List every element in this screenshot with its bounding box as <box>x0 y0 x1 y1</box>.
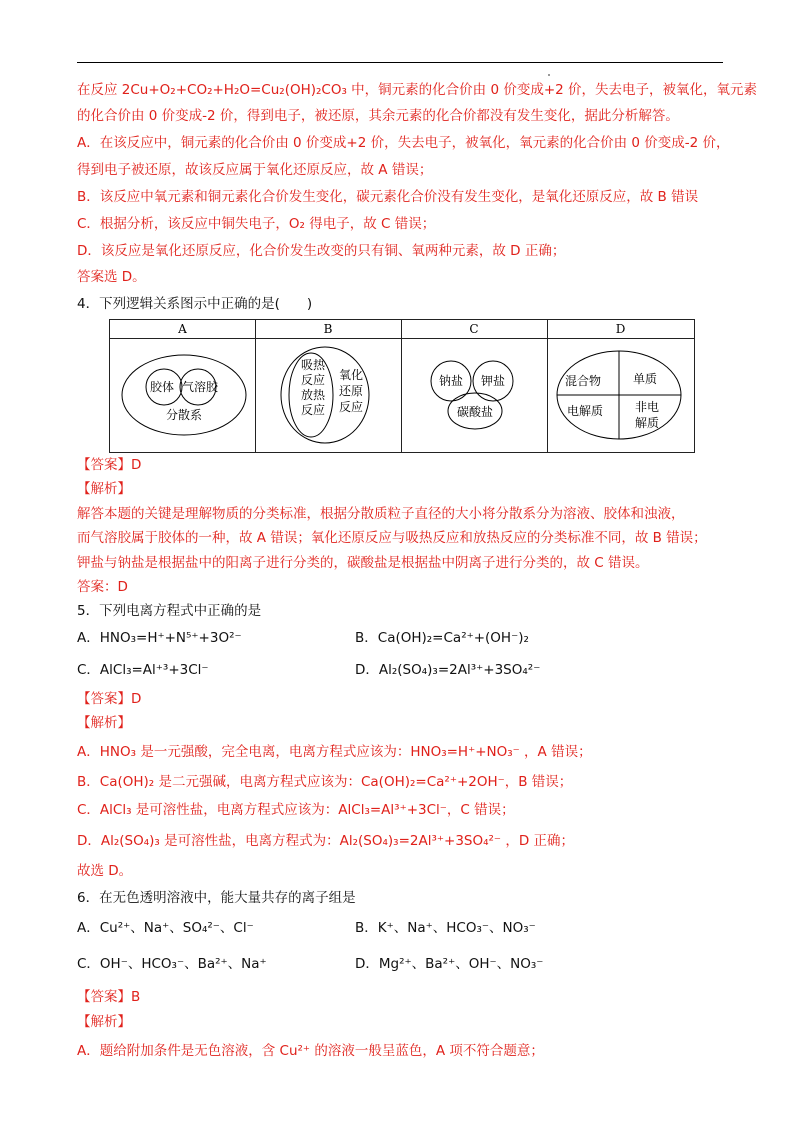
label-carbonate: 碳酸盐 <box>457 405 494 419</box>
question-4: 4．下列逻辑关系图示中正确的是( ) <box>77 296 313 312</box>
venn-substances <box>547 339 694 452</box>
cell-header: B <box>255 320 401 339</box>
analysis-4-label: 【解析】 <box>77 481 131 497</box>
question-5: 5．下列电离方程式中正确的是 <box>77 603 262 619</box>
text-line: A．题给附加条件是无色溶液，含 Cu²⁺ 的溶液一般呈蓝色，A 项不符合题意； <box>77 1043 544 1059</box>
text-line: C．根据分析，该反应中铜失电子，O₂ 得电子，故 C 错误； <box>77 216 436 232</box>
text-line: 故选 D。 <box>77 863 133 879</box>
answer-4: 【答案】D <box>77 457 142 473</box>
text-line: D．Al₂(SO₄)₃ 是可溶性盐，电离方程式为：Al₂(SO₄)₃=2Al³⁺+3SO₄²⁻ ，D 正确； <box>77 833 575 849</box>
label-mixture: 混合物 <box>565 374 602 388</box>
label-element: 单质 <box>633 372 658 386</box>
venn-redox <box>255 339 401 452</box>
option-5a: A．HNO₃=H⁺+N⁵⁺+3O²⁻ <box>77 630 242 646</box>
text-line: B．Ca(OH)₂ 是二元强碱，电离方程式应该为：Ca(OH)₂=Ca²⁺+2OH⁻，B 错误； <box>77 774 573 790</box>
text-line: D．该反应是氧化还原反应，化合价发生改变的只有铜、氧两种元素，故 D 正确； <box>77 243 566 259</box>
label-electrolyte: 电解质 <box>567 404 604 418</box>
label-b-right: 还原 <box>339 384 364 398</box>
logic-diagram-table <box>109 319 695 453</box>
text-line: 而气溶胶属于胶体的一种，故 A 错误；氧化还原反应与吸热反应和放热反应的分类标准不同，故 B 错误； <box>77 530 707 546</box>
label-colloid: 胶体 <box>150 380 175 394</box>
label-aerosol: 气溶胶 <box>182 380 219 394</box>
label-potassium-salt: 钾盐 <box>481 374 506 388</box>
text-line: 在反应 2Cu+O₂+CO₂+H₂O=Cu₂(OH)₂CO₃ 中，铜元素的化合价由 0 价变成+2 价，失去电子，被氧化，氧元素 <box>77 82 758 98</box>
label-nonelectrolyte-2: 解质 <box>635 416 660 430</box>
text-line: C．AlCl₃ 是可溶性盐，电离方程式应该为：AlCl₃=Al³⁺+3Cl⁻，C 错误； <box>77 802 515 818</box>
text-line: 答案：D <box>77 579 128 595</box>
cell-header: C <box>401 320 547 339</box>
speck <box>548 74 550 76</box>
text-line: A．HNO₃ 是一元强酸，完全电离，电离方程式应该为：HNO₃=H⁺+NO₃⁻ ，A 错误； <box>77 744 592 760</box>
diagram-cell-a <box>110 320 256 452</box>
text-line: B．该反应中氧元素和铜元素化合价发生变化，碳元素化合价没有发生变化，是氧化还原反应，故 B 错误 <box>77 189 699 205</box>
venn-salts <box>401 339 547 452</box>
answer-5: 【答案】D <box>77 691 142 707</box>
text-line: 得到电子被还原，故该反应属于氧化还原反应，故 A 错误； <box>77 162 433 178</box>
diagram-cell-d <box>547 320 694 452</box>
label-dispersion: 分散系 <box>166 408 203 422</box>
label-sodium-salt: 钠盐 <box>439 374 464 388</box>
label-b-left: 反应 <box>301 403 326 417</box>
label-nonelectrolyte-1: 非电 <box>635 400 660 414</box>
option-5d: D．Al₂(SO₄)₃=2Al³⁺+3SO₄²⁻ <box>355 662 541 678</box>
option-6c: C．OH⁻、HCO₃⁻、Ba²⁺、Na⁺ <box>77 956 267 972</box>
diagram-cell-c <box>401 320 548 452</box>
label-b-right: 氧化 <box>339 368 364 382</box>
answer-6: 【答案】B <box>77 989 141 1005</box>
option-6d: D．Mg²⁺、Ba²⁺、OH⁻、NO₃⁻ <box>355 956 544 972</box>
text-line: A．在该反应中，铜元素的化合价由 0 价变成+2 价，失去电子，被氧化，氧元素的化合价由 0 价变成-2 价， <box>77 135 730 151</box>
cell-header: A <box>110 320 255 339</box>
venn-dispersion <box>110 339 255 452</box>
analysis-6-label: 【解析】 <box>77 1014 131 1030</box>
label-b-left: 反应 <box>301 373 326 387</box>
option-5b: B．Ca(OH)₂=Ca²⁺+(OH⁻)₂ <box>355 630 529 646</box>
header-rule <box>77 62 723 63</box>
question-6: 6．在无色透明溶液中，能大量共存的离子组是 <box>77 890 356 906</box>
option-5c: C．AlCl₃=Al⁺³+3Cl⁻ <box>77 662 209 678</box>
label-b-left: 吸热 <box>301 358 326 372</box>
text-line: 答案选 D。 <box>77 269 146 285</box>
label-b-left: 放热 <box>301 388 326 402</box>
diagram-cell-b <box>255 320 402 452</box>
option-6b: B．K⁺、Na⁺、HCO₃⁻、NO₃⁻ <box>355 920 536 936</box>
text-line: 解答本题的关键是理解物质的分类标准，根据分散质粒子直径的大小将分散系分为溶液、胶体和浊液， <box>77 506 685 522</box>
text-line: 钾盐与钠盐是根据盐中的阳离子进行分类的，碳酸盐是根据盐中阴离子进行分类的，故 C 错误。 <box>77 555 649 571</box>
analysis-5-label: 【解析】 <box>77 715 131 731</box>
label-b-right: 反应 <box>339 400 364 414</box>
text-line: 的化合价由 0 价变成-2 价，得到电子，被还原，其余元素的化合价都没有发生变化，据此分析解答。 <box>77 108 679 124</box>
cell-header: D <box>547 320 694 339</box>
option-6a: A．Cu²⁺、Na⁺、SO₄²⁻、Cl⁻ <box>77 920 254 936</box>
